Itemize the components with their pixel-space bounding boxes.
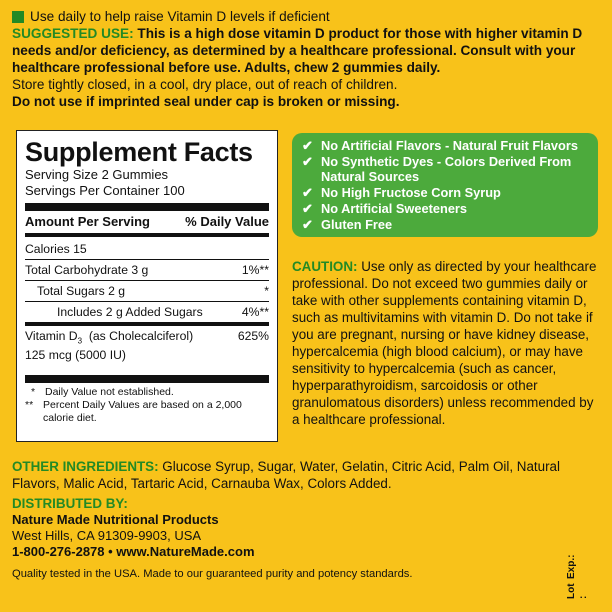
supplement-facts-panel: [16, 130, 278, 442]
company-contact: 1-800-276-2878 • www.NatureMade.com: [12, 544, 255, 559]
vitamin-d-value: 625%: [237, 329, 269, 343]
nutrient-label: Calories 15: [25, 242, 87, 256]
claim-text: No Artificial Sweeteners: [321, 201, 468, 216]
lot-label: Lot :: [566, 583, 589, 599]
use-daily-line: [12, 8, 588, 25]
claim-item: [302, 154, 588, 184]
nutrient-label: Includes 2 g Added Sugars: [57, 305, 203, 319]
facts-header: [25, 214, 269, 230]
nutrient-value: 4%**: [241, 305, 269, 319]
caution-text: Use only as directed by your healthcare professional. Do not exceed two gummies daily or take with other supplements containing vitamin D, such as multivitamins with vitamin D. Do not take if you are pregnant, nursing or have kidney disease, hypercalcemia (high blood calcium), or may have sensitivity to hypercalcemia (such as cancer, hyperparathyroidism, sarcoidosis or other granulomatous disorders) unless recommended by a healthcare professional.: [292, 259, 597, 427]
footnote-text: Percent Daily Values are based on a 2,000 calorie diet.: [43, 399, 242, 425]
daily-value-label: % Daily Value: [185, 214, 269, 229]
lot-exp-area: [566, 555, 608, 599]
checkmark-icon: ✔: [302, 217, 313, 232]
exp-label: Exp.:: [566, 555, 577, 580]
nutrient-value: 1%**: [241, 263, 269, 277]
directions-section: [0, 0, 600, 110]
caution-label: CAUTION:: [292, 259, 358, 274]
product-claims-panel: [292, 133, 598, 237]
other-ingredients-text: Glucose Syrup, Sugar, Water, Gelatin, Citric Acid, Palm Oil, Natural Flavors, Malic Acid, Tartaric Acid, Carnauba Wax, Colors Added.: [12, 459, 560, 491]
claim-item: [302, 201, 588, 216]
other-ingredients-section: [12, 458, 602, 492]
claim-text: No High Fructose Corn Syrup: [321, 185, 501, 200]
nutrient-row-calories: [25, 239, 269, 260]
claim-item: [302, 138, 588, 153]
footnote-mark: *: [31, 386, 36, 399]
claim-text: No Artificial Flavors - Natural Fruit Flavors: [321, 138, 578, 153]
claim-text: No Synthetic Dyes - Colors Derived From Natural Sources: [321, 154, 572, 184]
vitamin-d-suffix: (as Cholecalciferol): [82, 329, 194, 343]
distributor-section: [12, 496, 572, 582]
vitamin-d-label: [25, 329, 193, 348]
suggested-use: [12, 25, 588, 76]
footnote-text: Daily Value not established.: [45, 386, 174, 399]
serving-size: Serving Size 2 Gummies: [25, 167, 169, 182]
nutrient-row-added-sugars: [25, 302, 269, 326]
distributed-by-label: DISTRIBUTED BY:: [12, 496, 128, 511]
suggested-use-text: This is a high dose vitamin D product for those with higher vitamin D needs and/or deficiency, as determined by a healthcare professional. Consult with your healthcare professional before use. Adults, chew 2 gummies daily.: [12, 26, 583, 75]
footnotes: [25, 386, 269, 425]
divider-thick: [25, 203, 269, 211]
storage-text: Store tightly closed, in a cool, dry place, out of reach of children.: [12, 77, 398, 92]
seal-warning: Do not use if imprinted seal under cap is broken or missing.: [12, 94, 400, 109]
servings-per-container: Servings Per Container 100: [25, 183, 185, 198]
vitamin-d-amount: 125 mcg (5000 IU): [25, 348, 126, 363]
amount-per-serving-label: Amount Per Serving: [25, 214, 150, 229]
vitamin-d-subscript: 3: [77, 336, 83, 346]
divider-thick-bottom: [25, 375, 269, 383]
divider-medium: [25, 233, 269, 237]
nutrient-row-total-sugars: [25, 281, 269, 302]
use-daily-text: Use daily to help raise Vitamin D levels if deficient: [30, 9, 330, 24]
claim-text: Gluten Free: [321, 217, 393, 232]
quality-statement: Quality tested in the USA. Made to our guaranteed purity and potency standards.: [12, 568, 413, 580]
checkmark-icon: ✔: [302, 154, 313, 169]
claim-item: [302, 185, 588, 200]
checkmark-icon: ✔: [302, 138, 313, 153]
other-ingredients-label: OTHER INGREDIENTS:: [12, 459, 159, 474]
claim-item: [302, 217, 588, 232]
nutrient-row-total-carbohydrate: [25, 260, 269, 281]
green-square-icon: [12, 11, 24, 23]
nutrient-value: *: [264, 284, 269, 298]
company-name: Nature Made Nutritional Products: [12, 512, 219, 527]
nutrient-label: Total Sugars 2 g: [37, 284, 126, 298]
company-address: West Hills, CA 91309-9903, USA: [12, 528, 202, 543]
checkmark-icon: ✔: [302, 185, 313, 200]
caution-section: [292, 258, 598, 428]
vitamin-d-prefix: Vitamin D: [25, 329, 78, 343]
footnote-mark: **: [25, 399, 34, 412]
suggested-use-label: SUGGESTED USE:: [12, 26, 134, 41]
supplement-facts-title: Supplement Facts: [25, 137, 253, 167]
checkmark-icon: ✔: [302, 201, 313, 216]
nutrient-row-vitamin-d: [25, 326, 269, 365]
nutrient-label: Total Carbohydrate 3 g: [25, 263, 149, 277]
